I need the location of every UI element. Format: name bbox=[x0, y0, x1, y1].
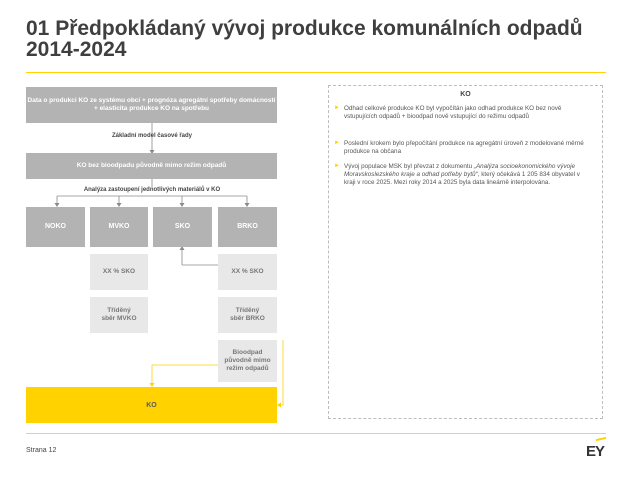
footer-divider bbox=[26, 433, 606, 434]
page-number: Strana 12 bbox=[26, 447, 57, 454]
ey-logo: EY bbox=[586, 443, 605, 460]
brko-share-box: XX % SKO bbox=[218, 254, 277, 290]
info-bullet-2 bbox=[334, 140, 592, 156]
mvko-share-box: XX % SKO bbox=[90, 254, 148, 290]
analysis-label: Analýza zastoupení jednotlivých materiálů v KO bbox=[83, 187, 221, 193]
info-bullet-3 bbox=[334, 163, 592, 187]
mvko-sorted-box: Tříděný sběr MVKO bbox=[90, 297, 148, 333]
info-bullet-2-text: Poslední krokem bylo přepočítání produkce na agregátní úroveň z modelované měrné produkce na občana bbox=[344, 140, 584, 155]
category-sko: SKO bbox=[153, 207, 212, 247]
bio-waste-box: Bioodpad původně mimo režim odpadů bbox=[218, 340, 277, 382]
info-bullet-3-text-b: , který očekává 1 205 834 obyvatel v kraji v roce 2025. Mezi roky 2014 a 2025 byla data lineárně interpolována. bbox=[344, 170, 580, 186]
info-panel-title: KO bbox=[460, 91, 471, 98]
info-bullet-3-text-a: Vývoj populace MSK byl převzat z dokumentu bbox=[344, 163, 474, 170]
category-noko: NOKO bbox=[26, 207, 85, 247]
info-bullet-3-source: „Analýza socioekonomického vývoje Moravskoslezského kraje a odhad potřeby bytů“ bbox=[344, 163, 576, 178]
info-bullet-1-text: Odhad celkové produkce KO byl vypočítán jako odhad produkce KO bez nově vstupujících odpadů + bioodpad nově vstupující do režimu odpadů bbox=[344, 105, 562, 120]
model-label: Základní model časové řady bbox=[111, 133, 193, 139]
brko-sorted-box: Tříděný sběr BRKO bbox=[218, 297, 277, 333]
page-title: 01 Předpokládaný vývoj produkce komunálních odpadů 2014-2024 bbox=[26, 17, 583, 61]
info-bullet-1 bbox=[334, 105, 592, 121]
input-data-box: Data o produkci KO ze systému obcí + prognóza agregátní spotřeby domácností + elasticita produkce KO na spotřebu bbox=[26, 87, 277, 123]
ko-total-box: KO bbox=[26, 387, 277, 423]
bullet-marker-icon: ► bbox=[334, 163, 340, 169]
category-mvko: MVKO bbox=[90, 207, 148, 247]
bullet-marker-icon: ► bbox=[334, 140, 340, 146]
category-brko: BRKO bbox=[218, 207, 277, 247]
info-panel bbox=[328, 85, 603, 419]
ko-without-bio-box: KO bez bioodpadu původně mimo režim odpadů bbox=[26, 153, 277, 179]
bullet-marker-icon: ► bbox=[334, 105, 340, 111]
